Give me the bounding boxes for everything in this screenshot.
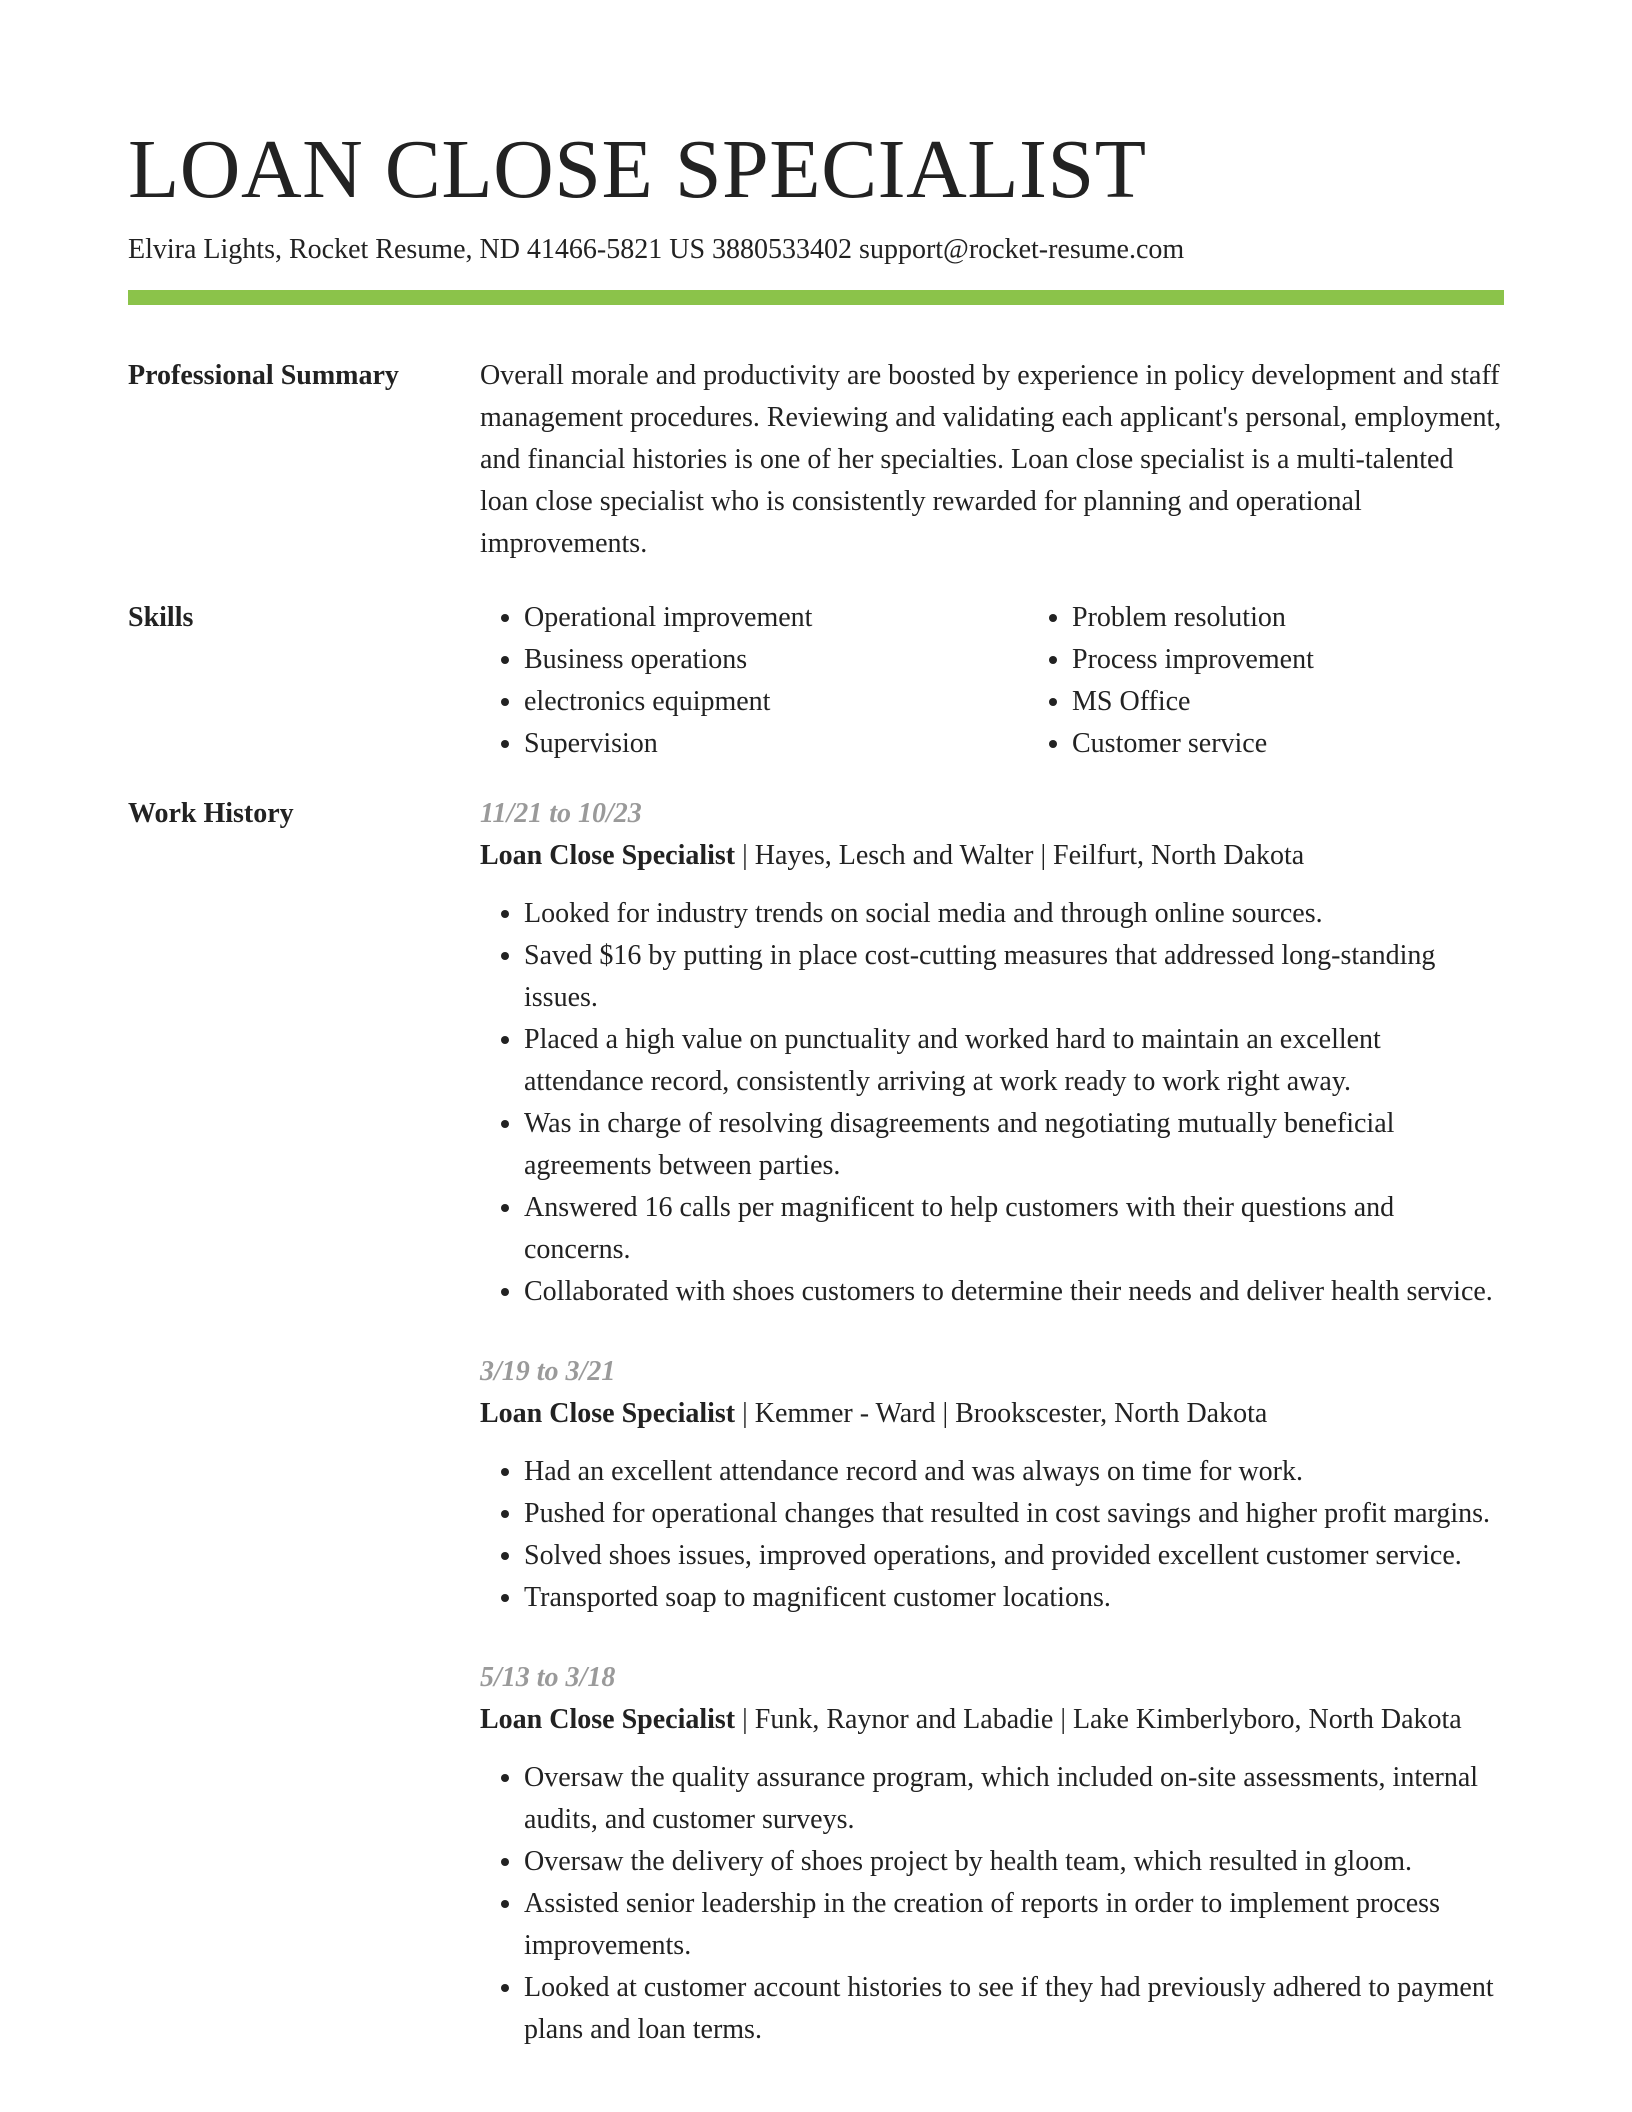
job-bullet: • Transported soap to magnificent customer locations. (524, 1577, 1504, 1619)
job-bullet: • Was in charge of resolving disagreements and negotiating mutually beneficial agreements between parties. (524, 1103, 1504, 1187)
job-bullet: • Solved shoes issues, improved operations, and provided excellent customer service. (524, 1535, 1504, 1577)
header-divider (128, 290, 1504, 305)
skill-item: • MS Office (1072, 681, 1576, 723)
skill-item: • Customer service (1072, 723, 1576, 765)
job-entry-2 (480, 1351, 1504, 1619)
job-bullet: • Placed a high value on punctuality and worked hard to maintain an excellent attendance record, consistently arriving at work ready to work right away. (524, 1019, 1504, 1103)
job-bullet: • Pushed for operational changes that resulted in cost savings and higher profit margins. (524, 1493, 1504, 1535)
section-label-work-history: Work History (128, 798, 294, 829)
summary-section (128, 355, 1504, 565)
job-heading (480, 1393, 1504, 1435)
job-heading (480, 1699, 1504, 1741)
job-title: Loan Close Specialist (480, 1704, 736, 1735)
contact-line: Elvira Lights, Rocket Resume, ND 41466-5821 US 3880533402 support@rocket-resume.com (128, 234, 1185, 265)
job-bullet: • Looked for industry trends on social media and through online sources. (524, 893, 1504, 935)
job-location: Brookscester, North Dakota (955, 1398, 1268, 1429)
resume-page (128, 0, 1504, 2089)
job-heading (480, 835, 1504, 877)
job-entry-3 (480, 1657, 1504, 2051)
job-separator: | (735, 1398, 755, 1429)
job-bullet: • Collaborated with shoes customers to determine their needs and deliver health service. (524, 1271, 1504, 1313)
job-bullet: • Looked at customer account histories to see if they had previously adhered to payment plans and loan terms. (524, 1967, 1504, 2051)
job-title: Loan Close Specialist (480, 840, 736, 871)
job-bullet: • Answered 16 calls per magnificent to help customers with their questions and concerns. (524, 1187, 1504, 1271)
job-separator: | (735, 840, 755, 871)
job-bullets (480, 893, 1504, 1313)
job-title: Loan Close Specialist (480, 1398, 736, 1429)
job-dates: 5/13 to 3/18 (480, 1662, 616, 1693)
section-label-summary: Professional Summary (128, 360, 399, 391)
skills-column-2 (1028, 597, 1576, 765)
job-separator: | (1033, 840, 1054, 871)
job-bullet: • Saved $16 by putting in place cost-cutting measures that addressed long-standing issues. (524, 935, 1504, 1019)
job-bullet: • Assisted senior leadership in the creation of reports in order to implement process improvements. (524, 1883, 1504, 1967)
job-entry-1 (480, 793, 1504, 1313)
skill-item: • electronics equipment (524, 681, 1028, 723)
job-company: Kemmer - Ward (754, 1398, 936, 1429)
job-bullet: • Oversaw the delivery of shoes project by health team, which resulted in gloom. (524, 1841, 1504, 1883)
job-dates: 3/19 to 3/21 (480, 1356, 616, 1387)
skill-item: • Process improvement (1072, 639, 1576, 681)
job-bullets (480, 1451, 1504, 1619)
skills-column-1 (480, 597, 1028, 765)
resume-title: LOAN CLOSE SPECIALIST (128, 123, 1147, 216)
skill-item: • Problem resolution (1072, 597, 1576, 639)
skills-body (480, 597, 1504, 765)
job-location: Lake Kimberlyboro, North Dakota (1072, 1704, 1462, 1735)
section-label-skills: Skills (128, 602, 194, 633)
skills-columns (480, 597, 1504, 765)
job-dates: 11/21 to 10/23 (480, 798, 642, 829)
job-separator: | (735, 1704, 755, 1735)
job-bullet: • Oversaw the quality assurance program, which included on-site assessments, internal audits, and customer surveys. (524, 1757, 1504, 1841)
skill-item: • Business operations (524, 639, 1028, 681)
job-company: Funk, Raynor and Labadie (754, 1704, 1054, 1735)
skills-section (128, 597, 1504, 765)
skill-item: • Operational improvement (524, 597, 1028, 639)
work-history-body (480, 793, 1504, 2089)
job-company: Hayes, Lesch and Walter (754, 840, 1034, 871)
skill-item: • Supervision (524, 723, 1028, 765)
summary-text: Overall morale and productivity are boosted by experience in policy development and staff management procedures. Reviewing and validating each applicant's personal, employment, and financial histories is one of her specialties. Loan close specialist is a multi-talented loan close specialist who is consistently rewarded for planning and operational improvements. (480, 360, 1502, 559)
job-location: Feilfurt, North Dakota (1053, 840, 1305, 871)
job-separator: | (1053, 1704, 1073, 1735)
job-bullets (480, 1757, 1504, 2051)
job-separator: | (935, 1398, 956, 1429)
work-history-section (128, 793, 1504, 2089)
job-bullet: • Had an excellent attendance record and was always on time for work. (524, 1451, 1504, 1493)
